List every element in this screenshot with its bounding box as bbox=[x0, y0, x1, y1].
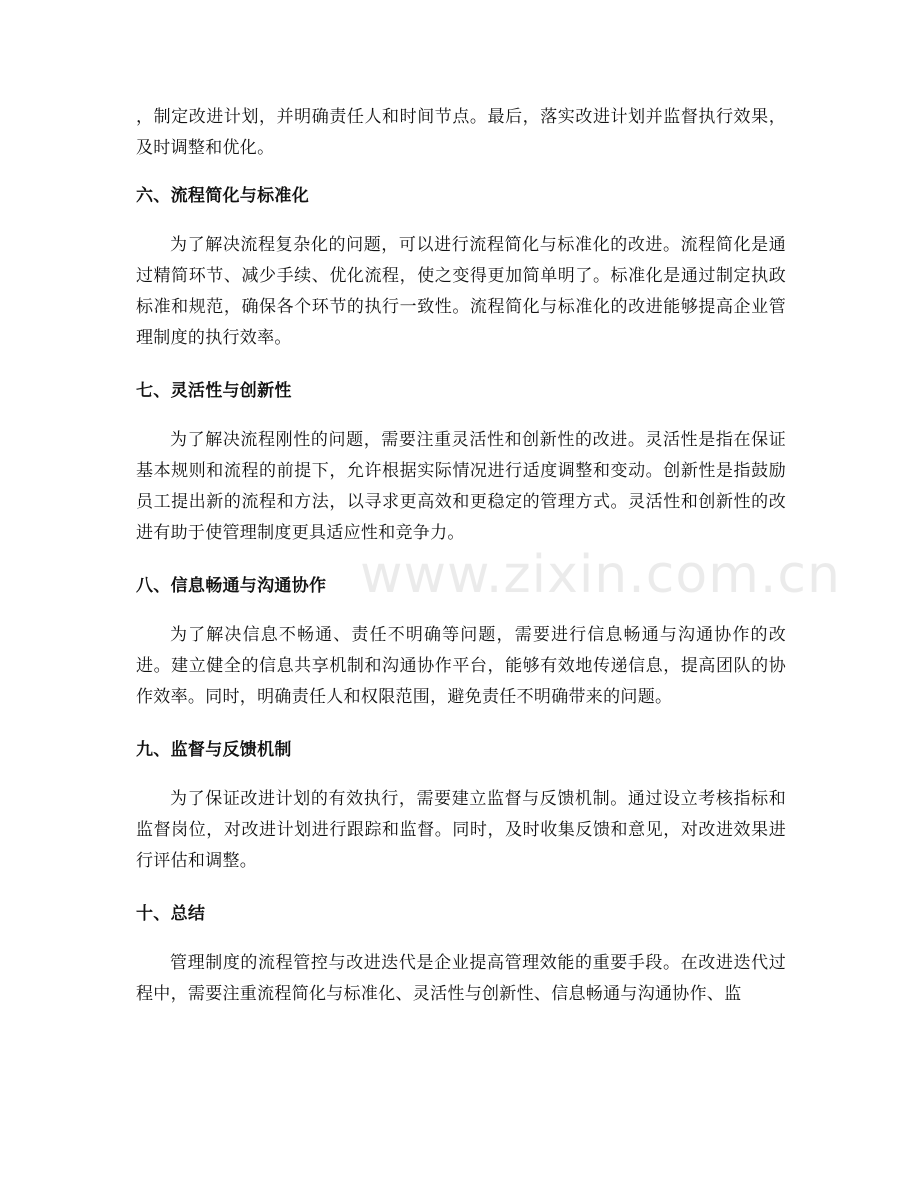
section-7-heading: 七、灵活性与创新性 bbox=[136, 381, 292, 401]
section-9-body: 为了保证改进计划的有效执行，需要建立监督与反馈机制。通过设立考核指标和监督岗位，对改进计划进行跟踪和监督。同时，及时收集反馈和意见，对改进效果进行评估和调整。 bbox=[136, 789, 786, 871]
section-8-heading: 八、信息畅通与沟通协作 bbox=[136, 576, 327, 596]
document-content bbox=[136, 102, 786, 1032]
intro-paragraph: ，制定改进计划，并明确责任人和时间节点。最后，落实改进计划并监督执行效果，及时调整和优化。 bbox=[136, 107, 786, 158]
section-10-body: 管理制度的流程管控与改进迭代是企业提高管理效能的重要手段。在改进迭代过程中，需要注重流程简化与标准化、灵活性与创新性、信息畅通与沟通协作、监 bbox=[136, 953, 786, 1004]
watermark-text: www.zixin.com.cn bbox=[360, 545, 841, 605]
section-10-heading: 十、总结 bbox=[136, 904, 206, 924]
section-7-body: 为了解决流程刚性的问题，需要注重灵活性和创新性的改进。灵活性是指在保证基本规则和流程的前提下，允许根据实际情况进行适度调整和变动。创新性是指鼓励员工提出新的流程和方法，以寻求更高效和更稳定的管理方式。灵活性和创新性的改进有助于使管理制度更具适应性和竞争力。 bbox=[136, 430, 786, 543]
section-6-heading: 六、流程简化与标准化 bbox=[136, 186, 309, 206]
section-9-heading: 九、监督与反馈机制 bbox=[136, 740, 292, 760]
section-6-body: 为了解决流程复杂化的问题，可以进行流程简化与标准化的改进。流程简化是通过精简环节、减少手续、优化流程，使之变得更加简单明了。标准化是通过制定执政标准和规范，确保各个环节的执行一致性。流程简化与标准化的改进能够提高企业管理制度的执行效率。 bbox=[136, 235, 786, 348]
section-8-body: 为了解决信息不畅通、责任不明确等问题，需要进行信息畅通与沟通协作的改进。建立健全的信息共享机制和沟通协作平台，能够有效地传递信息，提高团队的协作效率。同时，明确责任人和权限范围，避免责任不明确带来的问题。 bbox=[136, 625, 786, 707]
